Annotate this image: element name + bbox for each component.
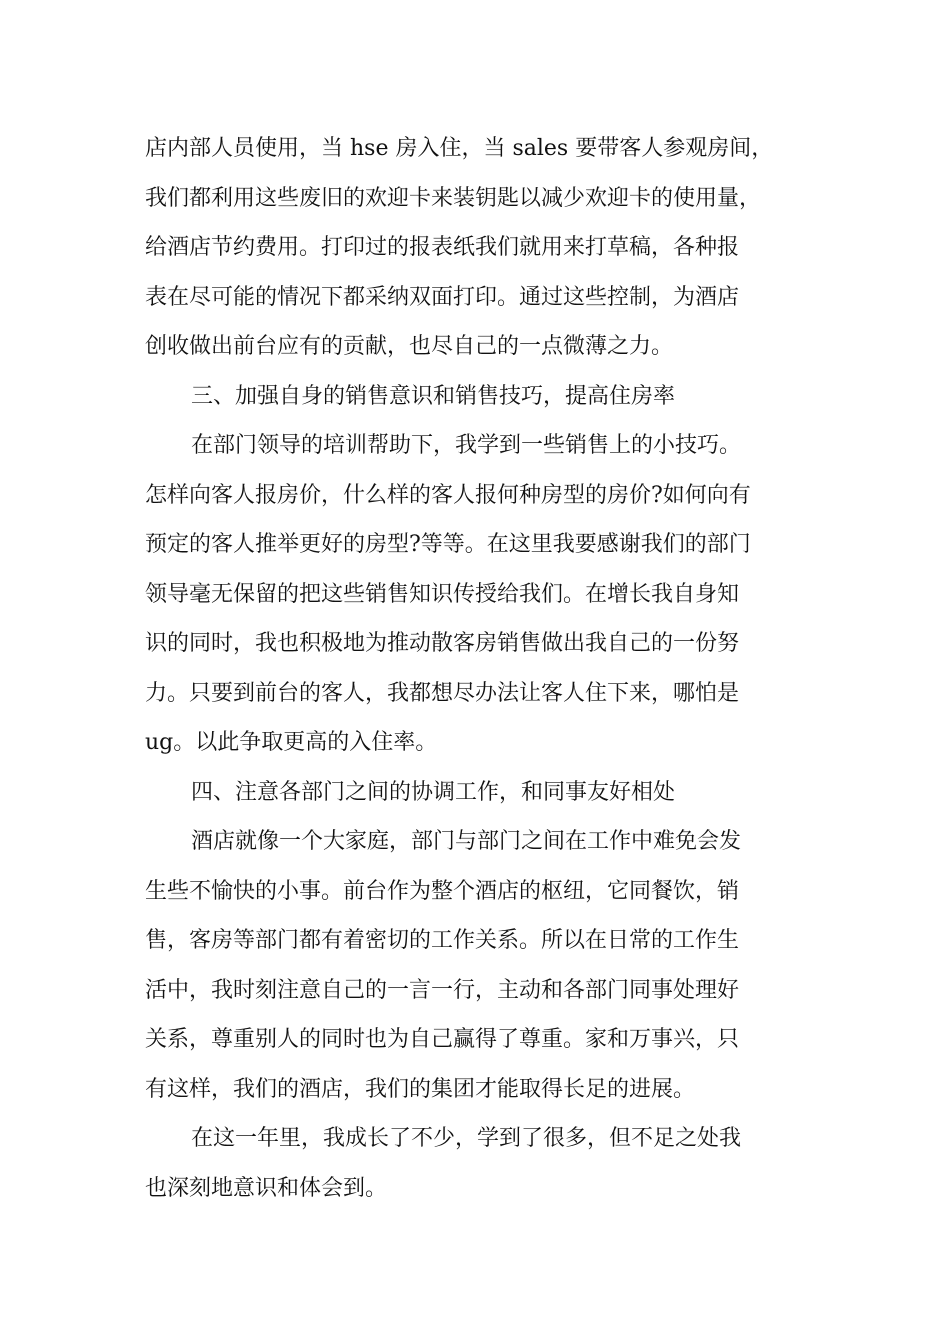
text-line: 也深刻地意识和体会到。	[145, 1175, 388, 1201]
text-line: 售，客房等部门都有着密切的工作关系。所以在日常的工作生	[145, 928, 740, 953]
text-line: 在部门领导的培训帮助下，我学到一些销售上的小技巧。	[191, 433, 742, 458]
text-line: 怎样向客人报房价，什么样的客人报何种房型的房价?如何向有	[145, 482, 751, 508]
section-heading: 三、加强自身的销售意识和销售技巧，提高住房率	[191, 383, 676, 409]
text-line: 在这一年里，我成长了不少，学到了很多，但不足之处我	[191, 1126, 742, 1151]
body-text	[145, 124, 815, 1213]
text-line: 力。只要到前台的客人，我都想尽办法让客人住下来，哪怕是	[145, 680, 740, 706]
text-line: 关系，尊重别人的同时也为自己赢得了尊重。家和万事兴，只	[145, 1027, 740, 1052]
text-line: 表在尽可能的情况下都采纳双面打印。通过这些控制，为酒店	[145, 284, 740, 310]
text-line: 领导毫无保留的把这些销售知识传授给我们。在增长我自身知	[145, 581, 740, 607]
text-line: 店内部人员使用，当 hse 房入住，当 sales 要带客人参观房间，	[145, 136, 774, 161]
text-line: 给酒店节约费用。打印过的报表纸我们就用来打草稿，各种报	[145, 235, 740, 260]
section-heading: 四、注意各部门之间的协调工作，和同事友好相处	[191, 779, 676, 805]
text-line: ug。以此争取更高的入住率。	[145, 730, 438, 755]
text-line: 活中，我时刻注意自己的一言一行，主动和各部门同事处理好	[145, 977, 740, 1003]
text-line: 酒店就像一个大家庭，部门与部门之间在工作中难免会发	[191, 829, 742, 854]
text-line: 识的同时，我也积极地为推动散客房销售做出我自己的一份努	[145, 631, 740, 656]
text-line: 有这样，我们的酒店，我们的集团才能取得长足的进展。	[145, 1076, 696, 1102]
text-line: 预定的客人推举更好的房型?等等。在这里我要感谢我们的部门	[145, 532, 751, 557]
text-line: 生些不愉快的小事。前台作为整个酒店的枢纽，它同餐饮，销	[145, 878, 740, 904]
text-line: 我们都利用这些废旧的欢迎卡来装钥匙以减少欢迎卡的使用量，	[145, 185, 762, 211]
text-line: 创收做出前台应有的贡献，也尽自己的一点微薄之力。	[145, 334, 674, 359]
